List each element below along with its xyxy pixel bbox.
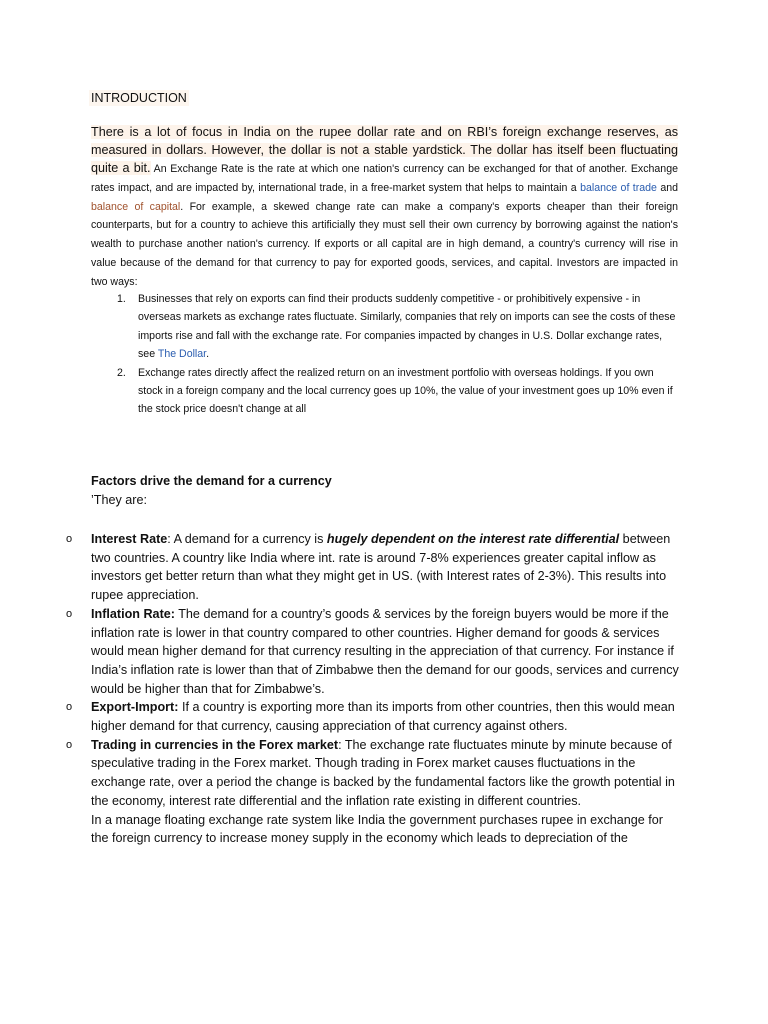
- intro-text-b: . For example, a skewed change rate can make a company's exports cheaper than their foreign counterparts, but for a country to achieve this artificially they must sell their own currency by borrowing against the nation's wealth to purchase another nation's currency. If exports or all capital are in high demand, a country's currency will rise in value because of the demand for that currency to pay for exported goods, services, and capital. Investors are impacted in two ways:: [91, 200, 678, 288]
- factor-label: Interest Rate: [91, 532, 168, 546]
- factor-label: Export-Import:: [91, 700, 179, 715]
- section-heading: INTRODUCTION: [91, 91, 187, 105]
- factor-continuation: In a manage floating exchange rate system like India the government purchases rupee in exchange for the foreign currency to increase money supply in the economy which leads to depreciation of the: [91, 812, 663, 846]
- list-item: [66, 736, 681, 848]
- investor-impact-list: [117, 290, 680, 419]
- factors-list: [66, 530, 681, 848]
- balance-of-trade-link[interactable]: balance of trade: [580, 181, 657, 194]
- intro-highlight: There is a lot of focus in India on the rupee dollar rate and on RBI’s foreign exchange reserves, as measured in dollars. However, the dollar is not a stable yardstick. The dollar has itself been fluctuating quite a bit.: [91, 125, 678, 175]
- list-item: [66, 698, 681, 735]
- intro-text-and: and: [656, 181, 679, 194]
- factor-text: The demand for a country’s goods & services by the foreign buyers would be more if the inflation rate is lower in that country compared to other countries. Higher demand for goods & services would mean higher demand for that currency resulting in the appreciation of that currency. For instance if India’s inflation rate is lower than that of Zimbabwe then the demand for our goods, services and currency would be higher than that for Zimbabwe’s.: [91, 606, 679, 696]
- the-dollar-link[interactable]: The Dollar: [157, 348, 207, 361]
- bullet-icon: o: [66, 607, 73, 620]
- bullet-icon: o: [66, 738, 73, 751]
- list-item-end: .: [206, 348, 210, 361]
- list-number: 1.: [117, 293, 126, 305]
- balance-of-capital-link[interactable]: balance of capital: [91, 200, 181, 213]
- list-item: [66, 605, 681, 699]
- factor-text: If a country is exporting more than its imports from other countries, then this would mean higher demand for that currency, causing appreciation of that currency against others.: [91, 700, 675, 734]
- list-number: 2.: [117, 366, 126, 379]
- list-item: [117, 364, 680, 419]
- bullet-icon: o: [66, 533, 73, 545]
- factors-title: Factors drive the demand for a currency: [91, 474, 332, 488]
- factor-text-cont: between two countries. A country like India where int. rate is around 7-8% experiences greater capital inflow as investors get better return than what they might get in US. (with Interest rates of 2-3%). This results into rupee appreciation.: [91, 532, 671, 603]
- factor-text: : The exchange rate fluctuates minute by minute because of speculative trading in the Forex market. Though trading in Forex market causes fluctuations in the exchange rate, over a period the change is backed by the fundamental factors like the growth potential in the economy, interest rate differential and the inflation rate existing in different countries.: [91, 737, 675, 808]
- intro-paragraph: [91, 123, 678, 291]
- list-item-text: Exchange rates directly affect the realized return on an investment portfolio with overseas holdings. If you own stock in a foreign company and the local currency goes up 10%, the value of your investment goes up 10% even if the stock price doesn't change at all: [138, 366, 673, 416]
- factors-subtitle: ’They are:: [91, 493, 147, 507]
- factor-label: Trading in currencies in the Forex market: [91, 737, 339, 752]
- intro-text-a: An Exchange Rate is the rate at which one nation's currency can be exchanged for that of another. Exchange rates impact, and are impacted by, international trade, in a free-market system that helps to maintain a: [91, 163, 678, 194]
- factor-text: : A demand for a currency is: [167, 532, 327, 546]
- list-item: [66, 530, 681, 605]
- list-item-text: Businesses that rely on exports can find their products suddenly competitive - or prohibitively expensive - in overseas markets as exchange rates fluctuate. Similarly, companies that rely on imports can see the costs of these imports rise and fall with the exchange rate. For companies impacted by changes in U.S. Dollar exchange rates, see: [138, 293, 676, 361]
- factor-emphasis: hugely dependent on the interest rate differential: [326, 532, 620, 546]
- list-item: [117, 290, 680, 364]
- bullet-icon: o: [66, 701, 73, 714]
- factor-label: Inflation Rate:: [91, 606, 175, 621]
